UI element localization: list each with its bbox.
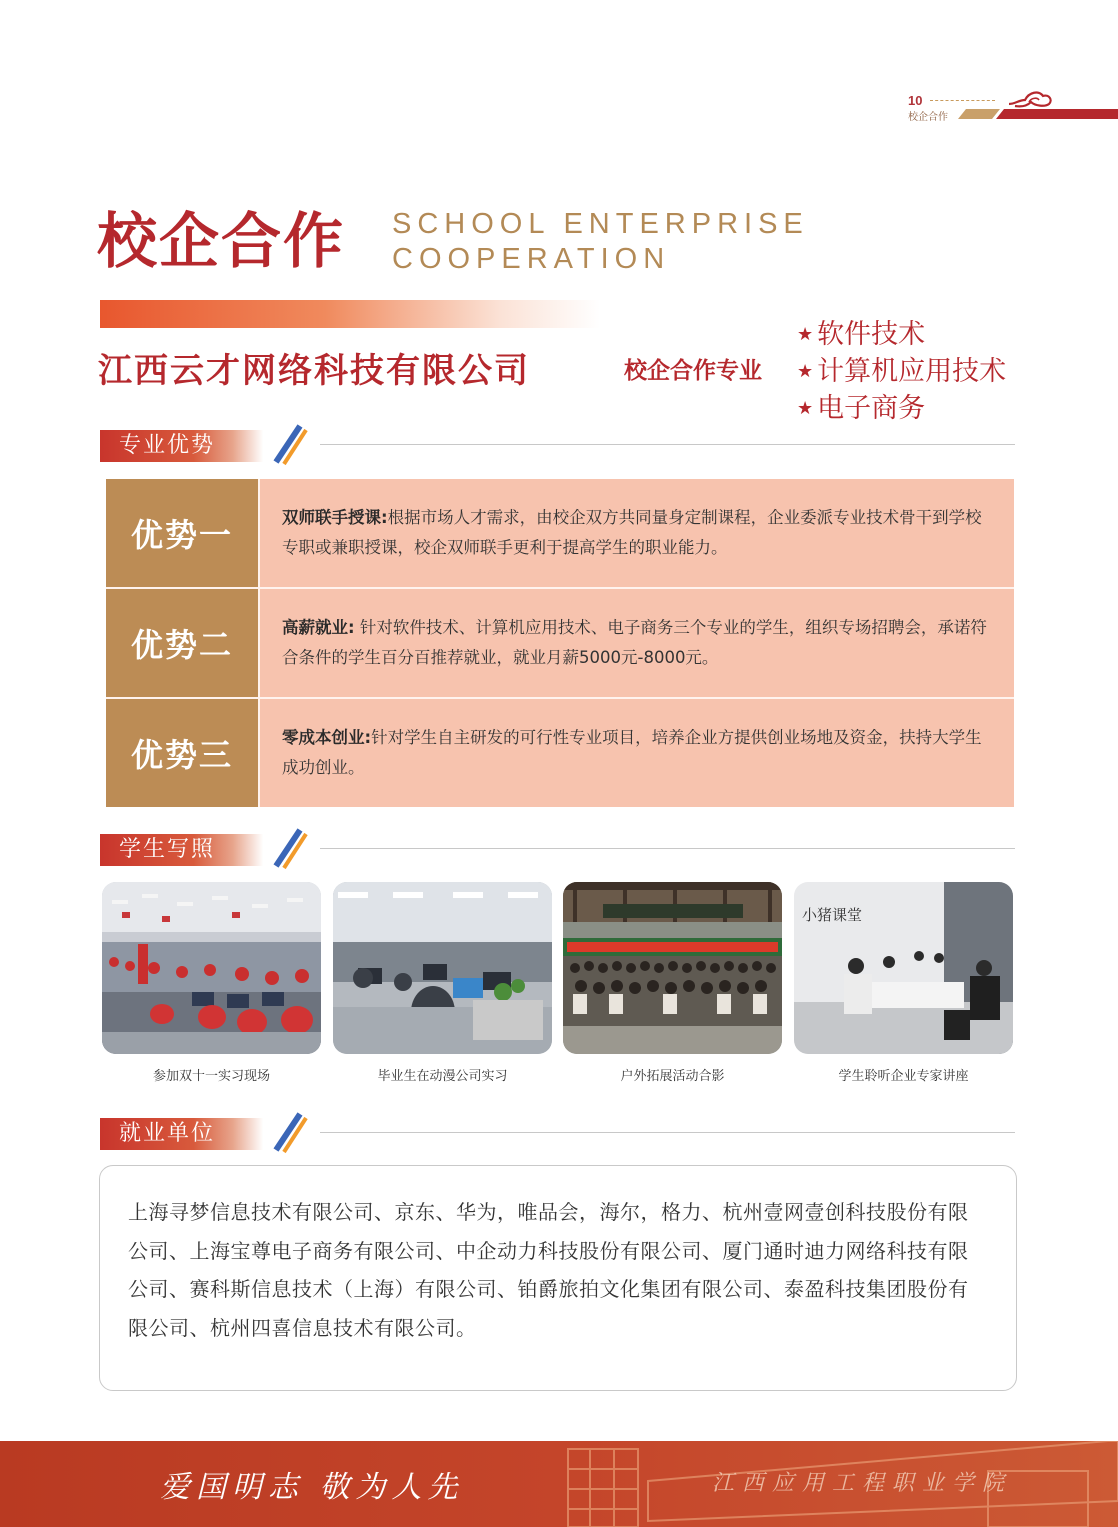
header-section-label: 校企合作 [908,112,948,123]
page-number: 10 [908,93,923,108]
advantage-text: 零成本创业:针对学生自主研发的可行性专业项目，培养企业方提供创业场地及资金，扶持大学生成功创业。 [260,699,1014,807]
footer-motto: 爱国明志 敬为人先 [160,1470,464,1505]
cloud-icon [1005,84,1055,110]
employers-list: 上海寻梦信息技术有限公司、京东、华为，唯品会，海尔，格力、杭州壹网壹创科技股份有限公司、上海宝尊电子商务有限公司、中企动力科技股份有限公司、厦门通时迪力网络科技有限公司、赛科斯信息技术（上海）有限公司、铂爵旅拍文化集团有限公司、泰盈科技集团股份有限公司、杭州四喜信息技术有限公司。 [128,1200,969,1340]
section-title: 学生写照 [119,837,216,862]
page-title-english [392,207,809,277]
title-en-line1: SCHOOL ENTERPRISE [392,208,809,240]
advantage-row [106,479,1014,587]
advantage-label: 优势三 [106,699,260,807]
section-divider [320,1132,1015,1133]
title-en-line2: COOPERATION [392,243,671,275]
title-gradient-bar [100,300,600,328]
header-dash-line [930,100,995,101]
advantage-text: 双师联手授课:根据市场人才需求，由校企双方共同量身定制课程，企业委派专业技术骨干到学校专职或兼职授课，校企双师联手更利于提高学生的职业能力。 [260,479,1014,587]
photo-outdoor-group [563,882,782,1054]
header-bar [958,109,1118,119]
section-divider [320,848,1015,849]
company-name: 江西云才网络科技有限公司 [98,351,530,391]
page-title: 校企合作 [97,207,345,277]
photo-caption: 参加双十一实习现场 [152,1069,270,1084]
photo-expert-lecture [794,882,1013,1054]
slash-accent-icon [270,1112,310,1154]
section-divider [320,444,1015,445]
star-icon: ★ [797,324,814,345]
slash-accent-icon [270,828,310,870]
advantage-text: 高薪就业: 针对软件技术、计算机应用技术、电子商务三个专业的学生，组织专场招聘会，承诺符合条件的学生百分百推荐就业，就业月薪5000元-8000元。 [260,589,1014,697]
star-icon: ★ [797,398,814,419]
section-title: 专业优势 [119,433,216,458]
majors-label: 校企合作专业 [624,358,762,384]
photo-internship-site [102,882,321,1054]
advantage-label: 优势一 [106,479,260,587]
photo-caption: 毕业生在动漫公司实习 [377,1069,508,1084]
advantage-label: 优势二 [106,589,260,697]
major-item: ★ 软件技术 [797,319,926,350]
majors-list [797,316,1006,427]
classroom-sign: 小猪课堂 [802,906,863,924]
section-title: 就业单位 [119,1121,216,1146]
slash-accent-icon [270,424,310,466]
major-item: ★ 电子商务 [797,393,926,424]
major-item: ★ 计算机应用技术 [797,356,1007,387]
photo-caption: 学生聆听企业专家讲座 [838,1069,969,1084]
section-header-advantages [100,421,1015,461]
section-header-photos [100,825,1015,865]
advantage-row [106,587,1014,697]
photo-caption: 户外拓展活动合影 [620,1069,725,1084]
footer-school-name: 江西应用工程职业学院 [712,1471,1013,1496]
advantage-row [106,697,1014,807]
star-icon: ★ [797,361,814,382]
photo-animation-company [333,882,552,1054]
advantages-table [106,479,1014,807]
section-header-employers [100,1109,1015,1149]
